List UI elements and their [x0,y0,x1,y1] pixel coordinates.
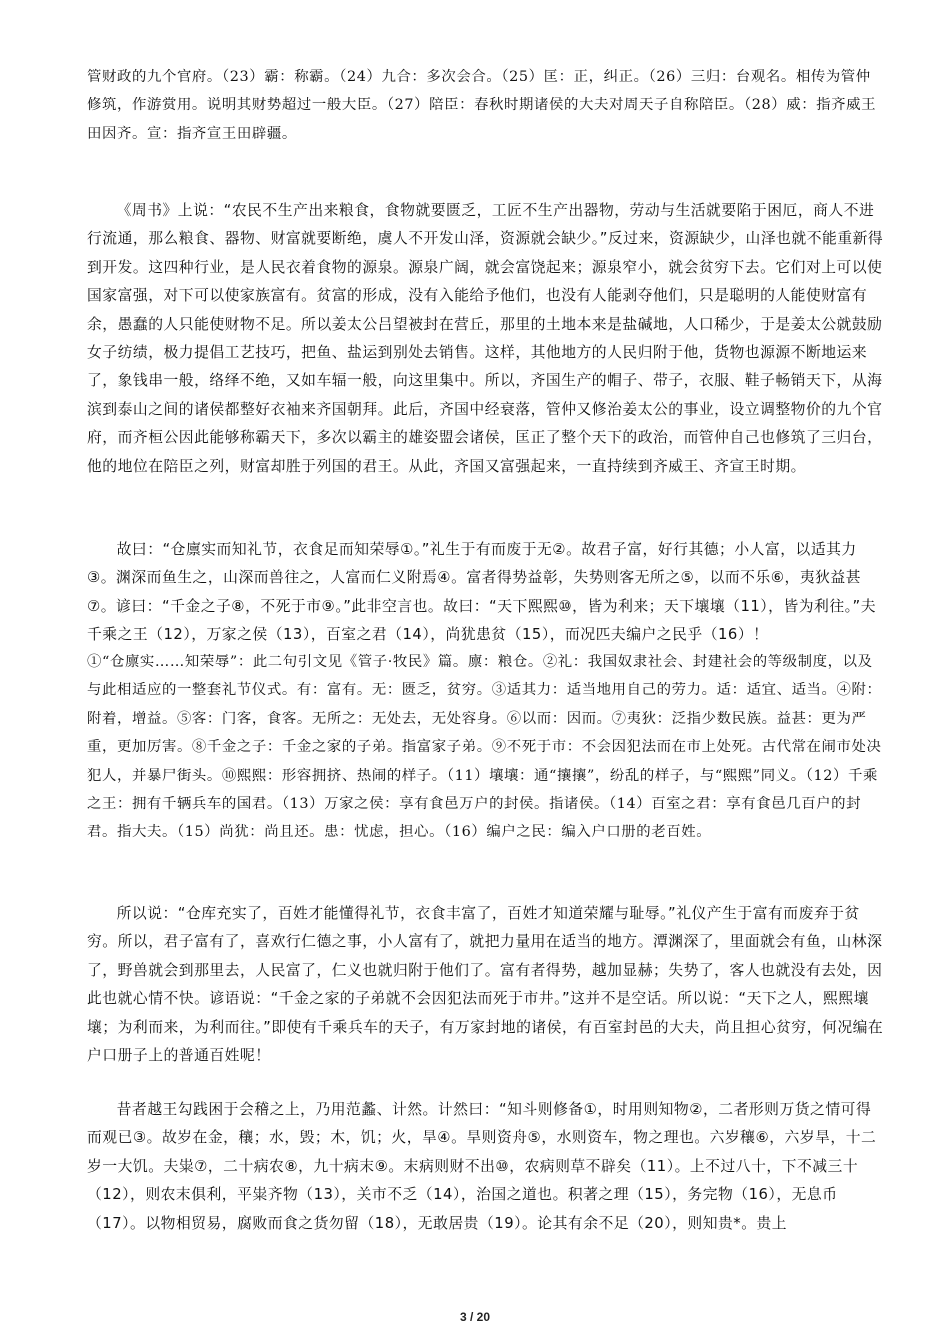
footnotes-annotations: ①“仓廪实……知荣辱”：此二句引文见《管子·牧民》篇。廪：粮仓。②礼：我国奴隶社会、封建社会的等级制度，以及与此相适应的一整套礼节仪式。有：富有。无：匮乏，贫穷。③适其力：适当地用自己的劳力。适：适宜、适当。④附：附着，增益。⑤客：门客，食客。无所之：无处去，无处容身。⑥以而：因而。⑦夷狄：泛指少数民族。益甚：更为严重，更加厉害。⑧千金之子：千金之家的子弟。指富家子弟。⑨不死于市：不会因犯法而在市上处死。古代常在闹市处决犯人，并暴尸街头。⑩熙熙：形容拥挤、热闹的样子。（11）壤壤：通“攘攘”，纷乱的样子，与“熙熙”同义。（12）千乘之王：拥有千辆兵车的国君。（13）万家之侯：享有食邑万户的封侯。指诸侯。（14）百室之君：享有食邑几百户的封君。指大夫。（15）尚犹：尚且还。患：忧虑，担心。（16）编户之民：编入户口册的老百姓。 [87,654,882,841]
total-pages: 20 [476,1310,491,1324]
footnotes-continued: 管财政的九个官府。（23）霸：称霸。（24）九合：多次会合。（25）匡：正，纠正。（26）三归：台观名。相传为管仲修筑，作游赏用。说明其财势超过一般大臣。（27）陪臣：春秋时期诸侯的大夫对周天子自称陪臣。（28）威：指齐威王田因齐。宣：指齐宣王田辟疆。 [87,69,877,142]
paragraph-classical-text-gouJian: 昔者越王勾践困于会稽之上，乃用范蠡、计然。计然曰：“知斗则修备①，时用则知物②，二者形则万货之情可得而观已③。故岁在金，穰；水，毁；木，饥；火，旱④。旱则资舟⑤，水则资车，物之理也。六岁穰⑥，六岁旱，十二岁一大饥。夫粜⑦，二十病农⑧，九十病末⑨。末病则财不出⑩，农病则草不辟矣（11）。上不过八十，下不减三十（12），则农末俱利，平粜齐物（13），关市不乏（14），治国之道也。积著之理（15），务完物（16），无息币（17）。以物相贸易，腐败而食之货勿留（18），无敢居贵（19）。论其有余不足（20），则知贵*。贵上 [87,1101,877,1232]
page-number-footer [0,1310,950,1324]
current-page: 3 [459,1310,467,1324]
paragraph-translation: 所以说：“仓库充实了，百姓才能懂得礼节，衣食丰富了，百姓才知道荣耀与耻辱。”礼仪产生于富有而废弃于贫穷。所以，君子富有了，喜欢行仁德之事，小人富有了，就把力量用在适当的地方。潭渊深了，里面就会有鱼，山林深了，野兽就会到那里去，人民富了，仁义也就归附于他们了。富有者得势，越加显赫；失势了，客人也就没有去处，因此也就心情不快。谚语说：“千金之家的子弟就不会因犯法而死于市井。”这并不是空话。所以说：“天下之人，熙熙壤壤；为利而来，为利而往。”即使有千乘兵车的天子，有万家封地的诸侯，有百室封邑的大夫，尚且担心贫穷，何况编在户口册子上的普通百姓呢！ [87,905,884,1065]
page-separator: / [469,1310,474,1324]
paragraph-zhoushu-translation: 《周书》上说：“农民不生产出来粮食，食物就要匮乏，工匠不生产出器物，劳动与生活就要陷于困厄，商人不进行流通，那么粮食、器物、财富就要断绝，虞人不开发山泽，资源就会缺少。”反过来，资源缺少，山泽也就不能重新得到开发。这四种行业，是人民衣着食物的源泉。源泉广阔，就会富饶起来；源泉窄小，就会贫穷下去。它们对上可以使国家富强，对下可以使家族富有。贫富的形成，没有入能给予他们，也没有人能剥夺他们，只是聪明的人能使财富有余，愚蠢的人只能使财物不足。所以姜太公吕望被封在营丘，那里的土地本来是盐碱地，人口稀少，于是姜太公就鼓励女子纺绩，极力提倡工艺技巧，把鱼、盐运到别处去销售。这样，其他地方的人民归附于他，货物也源源不断地运来了，象钱串一般，络绎不绝，又如车辐一般，向这里集中。所以，齐国生产的帽子、带子，衣服、鞋子畅销天下，从海滨到泰山之间的诸侯都整好衣袖来齐国朝拜。此后，齐国中经衰落，管仲又修治姜太公的事业，设立调整物价的九个官府，而齐桓公因此能够称霸天下，多次以霸主的雄姿盟会诸侯，匡正了整个天下的政治，而管仲自己也修筑了三归台，他的地位在陪臣之列，财富却胜于列国的君王。从此，齐国又富强起来，一直持续到齐威王、齐宣王时期。 [87,202,884,475]
paragraph-classical-text: 故曰：“仓廪实而知礼节，衣食足而知荣辱①。”礼生于有而废于无②。故君子富，好行其德；小人富，以适其力③。渊深而鱼生之，山深而兽往之，人富而仁义附焉④。富者得势益彰，失势则客无所之⑤，以而不乐⑥，夷狄益甚⑦。谚曰：“千金之子⑧，不死于市⑨。”此非空言也。故曰：“天下熙熙⑩，皆为利来；天下壤壤（11），皆为利往。”夫千乘之王（12），万家之侯（13），百室之君（14），尚犹患贫（15），而况匹夫编户之民乎（16）！ [87,541,877,644]
